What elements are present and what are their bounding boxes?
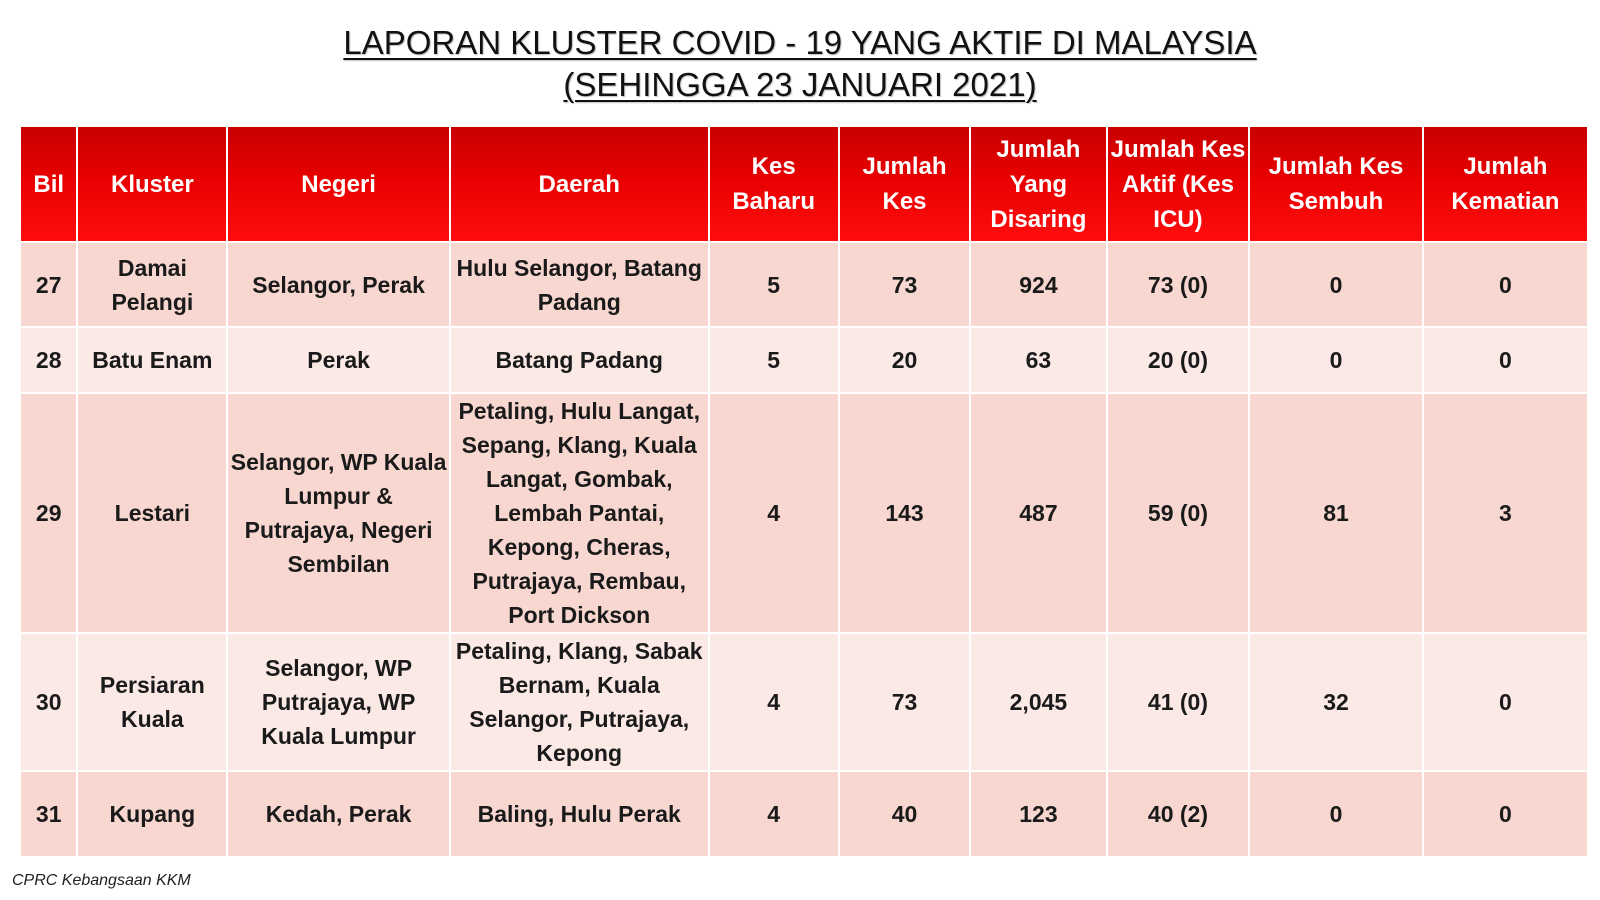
cell-bil: 30 [20,633,77,771]
cell-jumlah-kes: 143 [839,393,970,633]
cell-jumlah-kes-aktif: 59 (0) [1107,393,1250,633]
header-jumlah-kes-aktif: Jumlah Kes Aktif (Kes ICU) [1107,126,1250,242]
cell-kes-baharu: 4 [709,393,839,633]
header-kes-baharu: Kes Baharu [709,126,839,242]
table-row [20,393,1588,633]
cell-kluster: Batu Enam [77,327,227,393]
cell-jumlah-kes: 73 [839,242,970,327]
cell-jumlah-kes-aktif: 73 (0) [1107,242,1250,327]
table-row [20,327,1588,393]
table-row [20,242,1588,327]
cell-jumlah-kes-aktif: 41 (0) [1107,633,1250,771]
cell-jumlah-kes: 73 [839,633,970,771]
cell-jumlah-kes-sembuh: 0 [1249,242,1422,327]
cell-jumlah-kes-sembuh: 0 [1249,327,1422,393]
cell-kes-baharu: 5 [709,242,839,327]
cell-bil: 31 [20,771,77,857]
cell-jumlah-kes-aktif: 40 (2) [1107,771,1250,857]
cell-daerah: Hulu Selangor, Batang Padang [450,242,709,327]
cell-jumlah-kematian: 0 [1423,633,1588,771]
cell-jumlah-disaring: 2,045 [970,633,1106,771]
header-bil: Bil [20,126,77,242]
table-header-row [20,126,1588,242]
table-row [20,633,1588,771]
cell-negeri: Kedah, Perak [227,771,450,857]
table-row [20,771,1588,857]
cluster-table [19,125,1589,858]
cell-kes-baharu: 4 [709,771,839,857]
report-title-line1: LAPORAN KLUSTER COVID - 19 YANG AKTIF DI MALAYSIA [343,24,1257,61]
cell-jumlah-disaring: 924 [970,242,1106,327]
cell-jumlah-kes: 40 [839,771,970,857]
cell-negeri: Selangor, WP Kuala Lumpur & Putrajaya, Negeri Sembilan [227,393,450,633]
cell-kes-baharu: 4 [709,633,839,771]
source-footer: CPRC Kebangsaan KKM [12,872,191,889]
cell-negeri: Perak [227,327,450,393]
cell-negeri: Selangor, WP Putrajaya, WP Kuala Lumpur [227,633,450,771]
header-jumlah-disaring: Jumlah Yang Disaring [970,126,1106,242]
cell-jumlah-kes-sembuh: 81 [1249,393,1422,633]
cell-bil: 27 [20,242,77,327]
cell-jumlah-kes-sembuh: 0 [1249,771,1422,857]
cell-kluster: Damai Pelangi [77,242,227,327]
header-negeri: Negeri [227,126,450,242]
cell-jumlah-kematian: 0 [1423,771,1588,857]
cell-jumlah-kematian: 3 [1423,393,1588,633]
cell-jumlah-kes: 20 [839,327,970,393]
report-title [0,22,1600,64]
cell-bil: 29 [20,393,77,633]
cell-kluster: Persiaran Kuala [77,633,227,771]
cell-daerah: Petaling, Hulu Langat, Sepang, Klang, Kuala Langat, Gombak, Lembah Pantai, Kepong, Cheras, Putrajaya, Rembau, Port Dickson [450,393,709,633]
cell-kes-baharu: 5 [709,327,839,393]
cell-daerah: Petaling, Klang, Sabak Bernam, Kuala Selangor, Putrajaya, Kepong [450,633,709,771]
cell-jumlah-kematian: 0 [1423,327,1588,393]
cell-bil: 28 [20,327,77,393]
cell-daerah: Batang Padang [450,327,709,393]
cell-kluster: Kupang [77,771,227,857]
header-daerah: Daerah [450,126,709,242]
cell-jumlah-disaring: 63 [970,327,1106,393]
report-title-line2: (SEHINGGA 23 JANUARI 2021) [563,66,1037,103]
cell-negeri: Selangor, Perak [227,242,450,327]
cell-kluster: Lestari [77,393,227,633]
cell-jumlah-disaring: 123 [970,771,1106,857]
cell-jumlah-kematian: 0 [1423,242,1588,327]
header-kluster: Kluster [77,126,227,242]
cell-jumlah-kes-sembuh: 32 [1249,633,1422,771]
header-jumlah-kes-sembuh: Jumlah Kes Sembuh [1249,126,1422,242]
report-subtitle [0,64,1600,106]
cell-daerah: Baling, Hulu Perak [450,771,709,857]
cell-jumlah-disaring: 487 [970,393,1106,633]
header-jumlah-kes: Jumlah Kes [839,126,970,242]
header-jumlah-kematian: Jumlah Kematian [1423,126,1588,242]
cell-jumlah-kes-aktif: 20 (0) [1107,327,1250,393]
